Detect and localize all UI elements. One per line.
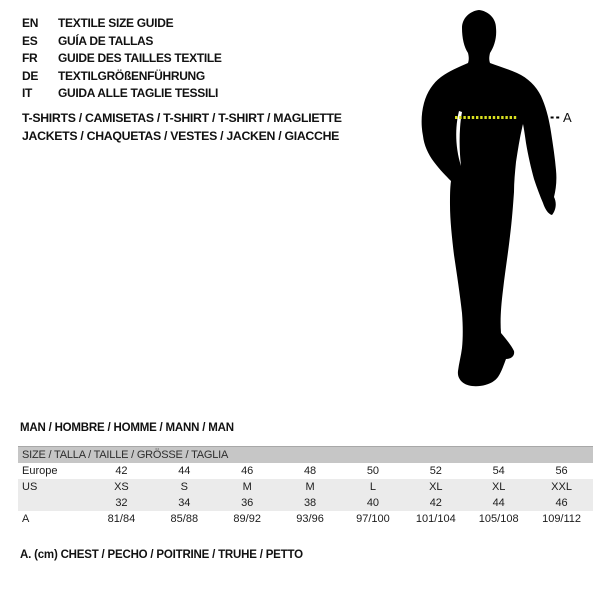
table-cell: 56: [555, 465, 568, 477]
table-cell: 42: [404, 495, 467, 511]
table-cell: 42: [115, 465, 128, 477]
size-table: [18, 446, 593, 527]
table-cell: XL: [404, 479, 467, 495]
language-list: [22, 15, 222, 103]
table-cell: 34: [153, 495, 216, 511]
row-label: US: [18, 479, 90, 495]
table-cell: 105/108: [478, 513, 519, 525]
table-row-chest-a: [18, 511, 593, 527]
table-cell: 101/104: [415, 513, 456, 525]
table-cell: 50: [366, 465, 380, 477]
table-cell: XS: [90, 479, 153, 495]
table-cell: 97/100: [356, 513, 390, 525]
table-cell: 109/112: [542, 513, 582, 525]
language-title: GUÍA DE TALLAS: [58, 33, 154, 48]
table-row-europe: [18, 463, 593, 479]
table-row-us: [18, 479, 593, 495]
table-cell: 36: [216, 495, 279, 511]
row-label: [18, 495, 90, 511]
table-cell: 40: [342, 495, 405, 511]
table-row-us-numeric: [18, 495, 593, 511]
product-line-tshirts: T-SHIRTS / CAMISETAS / T-SHIRT / T-SHIRT / MAGLIETTE: [22, 111, 342, 125]
table-cell: M: [279, 479, 342, 495]
table-cell: S: [153, 479, 216, 495]
language-title: GUIDA ALLE TAGLIE TESSILI: [58, 86, 219, 100]
measurement-legend: A. (cm) CHEST / PECHO / POITRINE / TRUHE / PETTO: [20, 549, 303, 561]
table-cell: 32: [90, 495, 153, 511]
language-code: FR: [22, 51, 38, 65]
table-cell: 81/84: [107, 513, 136, 525]
table-cell: 85/88: [170, 513, 199, 525]
table-cell: 93/96: [296, 513, 324, 525]
gender-label: MAN / HOMBRE / HOMME / MANN / MAN: [20, 422, 234, 434]
size-table-header-row: [18, 447, 593, 464]
row-label: A: [22, 513, 30, 525]
table-cell: 89/92: [233, 513, 261, 525]
language-title: GUIDE DES TAILLES TEXTILE: [58, 51, 222, 65]
table-cell: 46: [530, 495, 593, 511]
language-code: ES: [22, 33, 38, 48]
table-cell: L: [342, 479, 405, 495]
size-table-header: SIZE / TALLA / TAILLE / GRÖSSE / TAGLIA: [18, 447, 593, 464]
table-cell: 44: [178, 465, 191, 477]
table-cell: XL: [467, 479, 530, 495]
table-cell: 54: [492, 465, 505, 477]
language-code: IT: [22, 86, 33, 100]
table-cell: 44: [467, 495, 530, 511]
product-line-jackets: JACKETS / CHAQUETAS / VESTES / JACKEN / GIACCHE: [22, 129, 340, 143]
measure-label-a: A: [563, 110, 572, 125]
man-silhouette-figure: [405, 0, 595, 400]
row-label: Europe: [22, 465, 58, 477]
table-cell: XXL: [530, 479, 593, 495]
table-cell: 46: [241, 465, 254, 477]
table-cell: 48: [303, 465, 317, 477]
product-types: [22, 109, 342, 145]
language-code: DE: [22, 68, 39, 83]
table-cell: 52: [429, 465, 442, 477]
language-code: EN: [22, 16, 39, 30]
table-cell: M: [216, 479, 279, 495]
language-title: TEXTILE SIZE GUIDE: [58, 16, 174, 30]
man-silhouette: [422, 10, 557, 386]
table-cell: 38: [279, 495, 342, 511]
language-title: TEXTILGRÖßENFÜHRUNG: [58, 68, 205, 83]
